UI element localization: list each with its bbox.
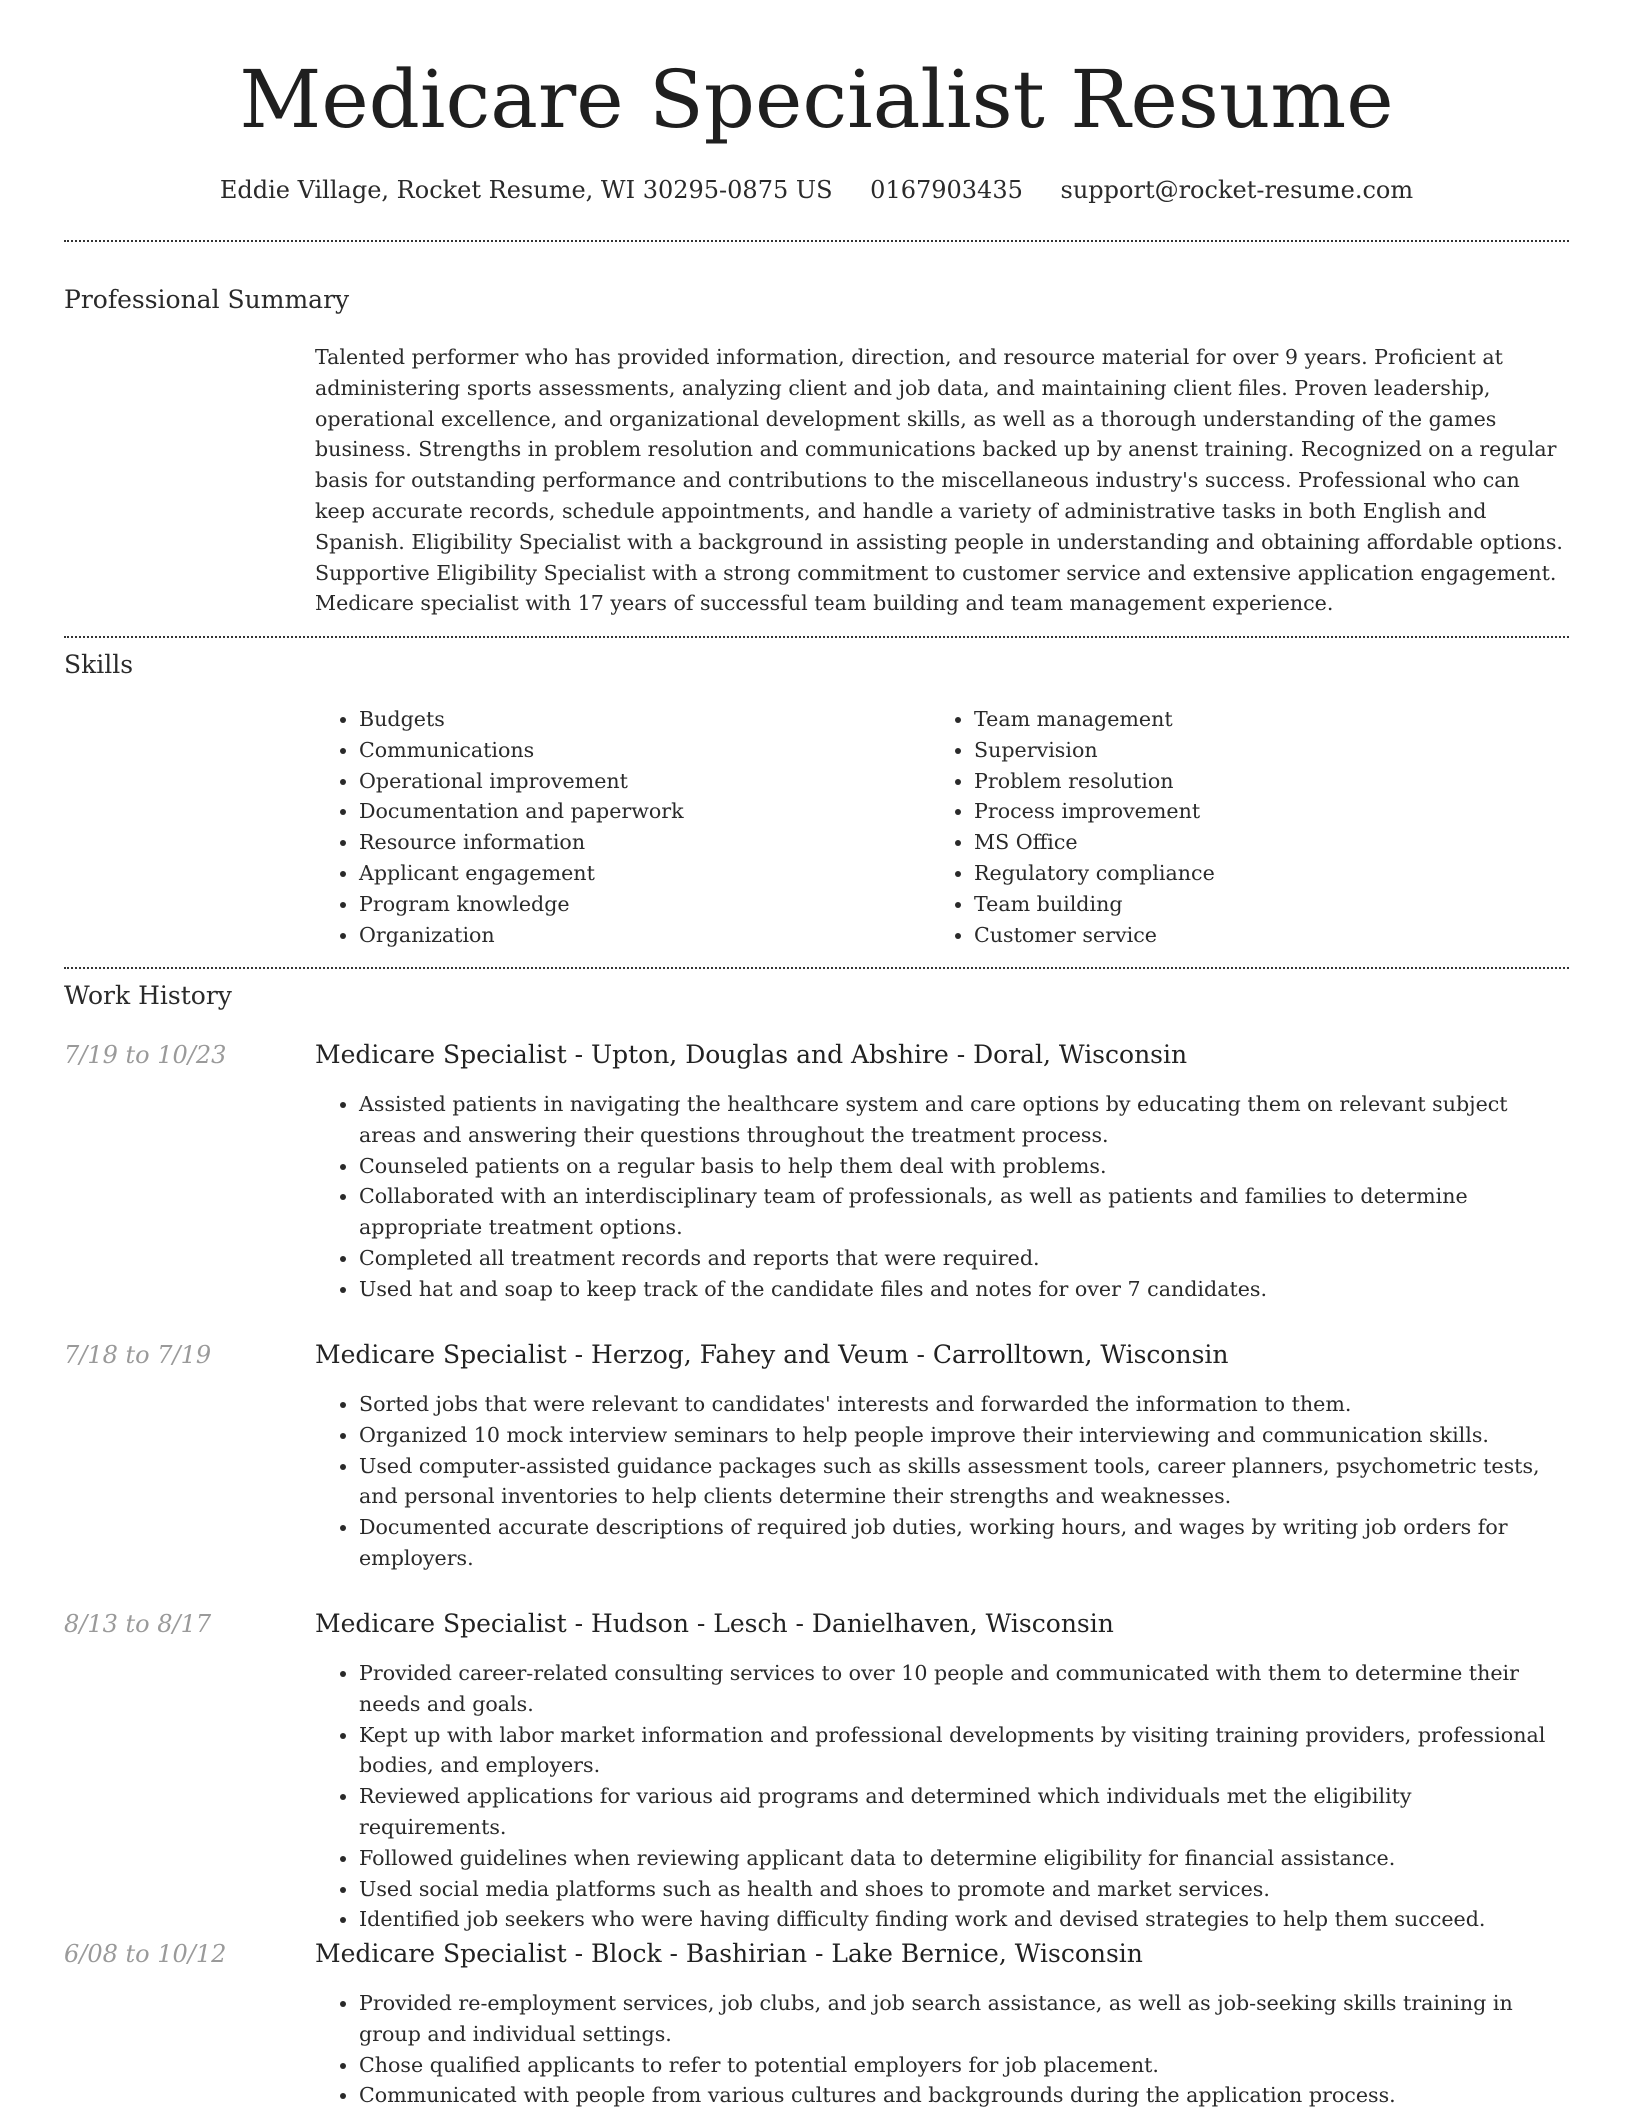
- job-bullet: • Used hat and soap to keep track of the candidate files and notes for over 7 candidates.: [359, 1274, 1565, 1305]
- job-dates: 7/18 to 7/19: [64, 1341, 212, 1369]
- section-title-work-history: Work History: [64, 981, 232, 1010]
- job-bullet: • Provided career-related consulting services to over 10 people and communicated with them to determine their needs and goals.: [359, 1658, 1565, 1720]
- job-bullets: [315, 1658, 1565, 1935]
- skill-item: • Customer service: [974, 920, 1215, 951]
- job-title: Medicare Specialist - Herzog, Fahey and Veum - Carrolltown, Wisconsin: [315, 1340, 1229, 1369]
- job-bullet: • Kept up with labor market information and professional developments by visiting training providers, professional bodies, and employers.: [359, 1720, 1565, 1782]
- job-dates: 6/08 to 10/12: [64, 1940, 227, 1968]
- divider: [64, 636, 1569, 638]
- job-bullet: • Identified job seekers who were having difficulty finding work and devised strategies to help them succeed.: [359, 1904, 1565, 1935]
- skill-item: • Resource information: [359, 827, 684, 858]
- job-bullets: [315, 1389, 1565, 1574]
- job-bullet: • Chose qualified applicants to refer to potential employers for job placement.: [359, 2050, 1565, 2081]
- skill-item: • Supervision: [974, 735, 1215, 766]
- skill-item: • Regulatory compliance: [974, 858, 1215, 889]
- skill-item: • Budgets: [359, 704, 684, 735]
- summary-text: Talented performer who has provided information, direction, and resource material for over 9 years. Proficient at administering sports assessments, analyzing client and job data, and maintaining client files. Proven leadership, operational excellence, and organizational development skills, as well as a thorough understanding of the games business. Strengths in problem resolution and communications backed up by anenst training. Recognized on a regular basis for outstanding performance and contributions to the miscellaneous industry's success. Professional who can keep accurate records, schedule appointments, and handle a variety of administrative tasks in both English and Spanish. Eligibility Specialist with a background in assisting people in understanding and obtaining affordable options. Supportive Eligibility Specialist with a strong commitment to customer service and extensive application engagement. Medicare specialist with 17 years of successful team building and team management experience.: [315, 345, 1563, 616]
- skill-item: • Team building: [974, 889, 1215, 920]
- job-bullets: [315, 1988, 1565, 2111]
- contact-address: Eddie Village, Rocket Resume, WI 30295-0875 US: [219, 176, 833, 204]
- job-bullet: • Collaborated with an interdisciplinary team of professionals, as well as patients and families to determine appropriate treatment options.: [359, 1181, 1565, 1243]
- skill-item: • Program knowledge: [359, 889, 684, 920]
- job-bullet: • Sorted jobs that were relevant to candidates' interests and forwarded the information to them.: [359, 1389, 1565, 1420]
- job-bullet: • Used social media platforms such as health and shoes to promote and market services.: [359, 1874, 1565, 1905]
- skills-list-right: [930, 704, 1215, 950]
- section-title-skills: Skills: [64, 650, 134, 679]
- job-title: Medicare Specialist - Hudson - Lesch - Danielhaven, Wisconsin: [315, 1609, 1114, 1638]
- skill-item: • Process improvement: [974, 796, 1215, 827]
- contact-email[interactable]: support@rocket-resume.com: [1060, 176, 1414, 204]
- job-bullet: • Reviewed applications for various aid programs and determined which individuals met the eligibility requirements.: [359, 1781, 1565, 1843]
- job-bullet: • Communicated with people from various cultures and backgrounds during the application process.: [359, 2080, 1565, 2111]
- resume-title: Medicare Specialist Resume: [239, 53, 1394, 146]
- skill-item: • Problem resolution: [974, 766, 1215, 797]
- job-bullet: • Counseled patients on a regular basis to help them deal with problems.: [359, 1151, 1565, 1182]
- job-title: Medicare Specialist - Upton, Douglas and Abshire - Doral, Wisconsin: [315, 1040, 1188, 1069]
- skill-item: • Applicant engagement: [359, 858, 684, 889]
- skills-list-left: [315, 704, 684, 950]
- divider: [64, 240, 1569, 242]
- skill-item: • Documentation and paperwork: [359, 796, 684, 827]
- contact-phone: 0167903435: [870, 176, 1023, 204]
- skill-item: • Communications: [359, 735, 684, 766]
- skill-item: • Team management: [974, 704, 1215, 735]
- job-bullet: • Used computer-assisted guidance packages such as skills assessment tools, career planners, psychometric tests, and personal inventories to help clients determine their strengths and weaknesses.: [359, 1451, 1565, 1513]
- job-bullet: • Assisted patients in navigating the healthcare system and care options by educating them on relevant subject areas and answering their questions throughout the treatment process.: [359, 1089, 1565, 1151]
- section-title-summary: Professional Summary: [64, 285, 350, 314]
- job-bullets: [315, 1089, 1565, 1305]
- job-title: Medicare Specialist - Block - Bashirian - Lake Bernice, Wisconsin: [315, 1939, 1143, 1968]
- job-bullet: • Organized 10 mock interview seminars to help people improve their interviewing and communication skills.: [359, 1420, 1565, 1451]
- job-dates: 7/19 to 10/23: [64, 1041, 227, 1069]
- contact-line: [64, 170, 1569, 210]
- skill-item: • MS Office: [974, 827, 1215, 858]
- job-dates: 8/13 to 8/17: [64, 1610, 212, 1638]
- divider: [64, 967, 1569, 969]
- job-bullet: • Documented accurate descriptions of required job duties, working hours, and wages by writing job orders for employers.: [359, 1512, 1565, 1574]
- job-bullet: • Completed all treatment records and reports that were required.: [359, 1243, 1565, 1274]
- job-bullet: • Followed guidelines when reviewing applicant data to determine eligibility for financial assistance.: [359, 1843, 1565, 1874]
- skill-item: • Organization: [359, 920, 684, 951]
- job-bullet: • Provided re-employment services, job clubs, and job search assistance, as well as job-seeking skills training in group and individual settings.: [359, 1988, 1565, 2050]
- skill-item: • Operational improvement: [359, 766, 684, 797]
